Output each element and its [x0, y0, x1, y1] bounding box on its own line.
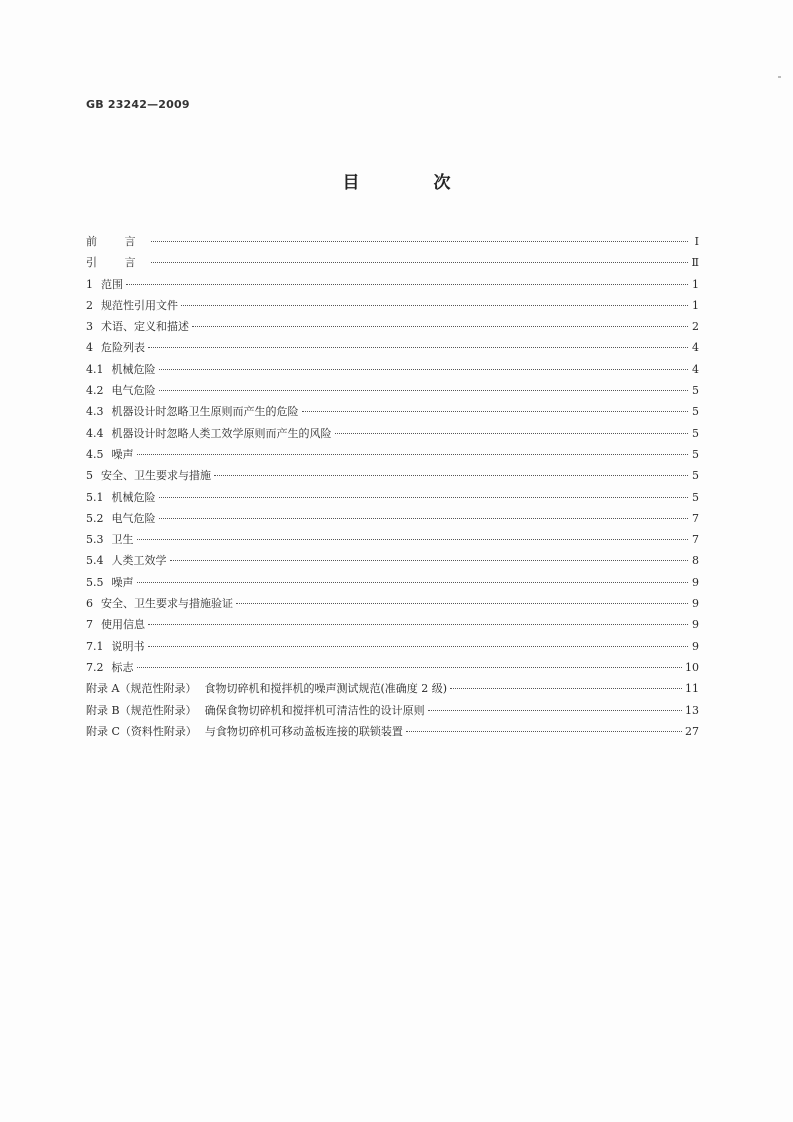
toc-entry-title: 与食物切碎机可移动盖板连接的联锁装置 [204, 724, 403, 738]
toc-dot-leader [137, 582, 689, 583]
toc-dot-leader [151, 241, 689, 242]
toc-entry[interactable] [86, 572, 699, 593]
toc-dot-leader [302, 411, 689, 412]
toc-entry-number: 4.3 [86, 405, 104, 419]
toc-dot-leader [181, 305, 688, 306]
toc-entry-title: 术语、定义和描述 [101, 320, 189, 334]
toc-dot-leader [126, 284, 688, 285]
toc-entry-number: 5.3 [86, 533, 104, 547]
table-of-contents [86, 231, 699, 742]
toc-dot-leader [148, 624, 688, 625]
toc-entry-number: 附录 A（规范性附录） [86, 682, 197, 696]
toc-entry-title: 说明书 [111, 639, 145, 653]
toc-entry-page: 7 [692, 511, 699, 525]
toc-dot-leader [170, 560, 689, 561]
toc-entry-title: 机械危险 [111, 490, 156, 504]
toc-entry-number: 3 [86, 320, 93, 334]
toc-entry-number: 附录 B（规范性附录） [86, 703, 197, 717]
toc-dot-leader [137, 539, 689, 540]
toc-entry-title: 噪声 [111, 447, 134, 461]
toc-entry-page: Ⅱ [691, 256, 699, 270]
toc-entry-page: 5 [692, 426, 699, 440]
toc-entry-number: 5.1 [86, 490, 104, 504]
toc-entry[interactable] [86, 359, 699, 380]
toc-entry[interactable] [86, 295, 699, 316]
toc-entry[interactable] [86, 252, 699, 273]
toc-entry-title: 电气危险 [111, 511, 156, 525]
toc-entry[interactable] [86, 423, 699, 444]
toc-entry-title: 机器设计时忽略卫生原则而产生的危险 [111, 405, 299, 419]
toc-entry-number: 4 [86, 341, 93, 355]
toc-entry-page: 5 [692, 405, 699, 419]
toc-entry-number: 5.2 [86, 511, 104, 525]
toc-entry-title: 人类工效学 [111, 554, 167, 568]
toc-entry-title: 前 言 [86, 235, 148, 248]
toc-entry[interactable] [86, 614, 699, 635]
toc-entry-page: 4 [692, 362, 699, 376]
standard-code: GB 23242—2009 [86, 98, 190, 111]
toc-entry-number: 5.4 [86, 554, 104, 568]
toc-entry-page: 13 [685, 703, 699, 717]
toc-entry-page: Ⅰ [694, 235, 699, 248]
toc-entry-number: 4.2 [86, 384, 104, 398]
toc-dot-leader [450, 688, 682, 689]
toc-entry-title: 安全、卫生要求与措施验证 [101, 597, 233, 611]
toc-entry-page: 7 [692, 533, 699, 547]
toc-entry-page: 5 [692, 490, 699, 504]
toc-dot-leader [137, 667, 683, 668]
toc-entry[interactable] [86, 721, 699, 742]
toc-dot-leader [159, 518, 689, 519]
toc-entry-title: 电气危险 [111, 384, 156, 398]
toc-entry-page: 5 [692, 447, 699, 461]
toc-entry-page: 8 [692, 554, 699, 568]
toc-entry-page: 4 [692, 341, 699, 355]
page-title: 目 次 [342, 173, 485, 193]
toc-entry-number: 7 [86, 618, 93, 632]
toc-dot-leader [137, 454, 689, 455]
toc-entry-number: 7.1 [86, 639, 104, 653]
toc-entry[interactable] [86, 529, 699, 550]
toc-entry-page: 9 [692, 597, 699, 611]
toc-entry-page: 1 [692, 298, 699, 312]
scan-mark [778, 76, 781, 78]
toc-entry-number: 4.4 [86, 426, 104, 440]
toc-entry-number: 5.5 [86, 575, 104, 589]
toc-entry-title: 范围 [101, 277, 123, 291]
toc-entry[interactable] [86, 636, 699, 657]
toc-dot-leader [406, 731, 682, 732]
toc-entry-page: 2 [692, 320, 699, 334]
toc-dot-leader [148, 646, 689, 647]
toc-dot-leader [159, 390, 689, 391]
toc-dot-leader [159, 369, 689, 370]
toc-entry[interactable] [86, 274, 699, 295]
toc-entry[interactable] [86, 487, 699, 508]
toc-entry-page: 11 [685, 682, 699, 696]
toc-entry-title: 食物切碎机和搅拌机的噪声测试规范(准确度 2 级) [204, 682, 448, 696]
toc-entry-title: 危险列表 [101, 341, 145, 355]
toc-dot-leader [214, 475, 688, 476]
toc-entry[interactable] [86, 337, 699, 358]
toc-entry-title: 机械危险 [111, 362, 156, 376]
toc-entry-page: 9 [692, 618, 699, 632]
toc-dot-leader [236, 603, 688, 604]
toc-entry-title: 安全、卫生要求与措施 [101, 469, 211, 483]
toc-entry-title: 确保食物切碎机和搅拌机可清洁性的设计原则 [204, 703, 425, 717]
toc-entry-title: 卫生 [111, 533, 134, 547]
toc-entry-page: 27 [685, 724, 699, 738]
toc-dot-leader [428, 710, 682, 711]
toc-entry[interactable] [86, 231, 699, 252]
toc-entry-title: 标志 [111, 660, 134, 674]
toc-dot-leader [151, 262, 689, 263]
toc-entry-title: 引 言 [86, 256, 148, 270]
toc-dot-leader [159, 497, 689, 498]
toc-entry[interactable] [86, 678, 699, 699]
toc-entry-number: 7.2 [86, 660, 104, 674]
toc-entry[interactable] [86, 657, 699, 678]
toc-entry-title: 噪声 [111, 575, 134, 589]
toc-dot-leader [192, 326, 688, 327]
toc-entry-number: 附录 C（资料性附录） [86, 724, 197, 738]
toc-dot-leader [148, 347, 688, 348]
toc-entry-number: 2 [86, 298, 93, 312]
toc-entry[interactable] [86, 380, 699, 401]
toc-entry-page: 9 [692, 575, 699, 589]
toc-entry[interactable] [86, 465, 699, 486]
toc-entry-title: 机器设计时忽略人类工效学原则而产生的风险 [111, 426, 332, 440]
toc-entry-page: 5 [692, 384, 699, 398]
toc-entry-page: 10 [685, 660, 699, 674]
toc-entry-page: 5 [692, 469, 699, 483]
toc-entry-number: 4.5 [86, 447, 104, 461]
toc-entry-title: 规范性引用文件 [101, 298, 178, 312]
toc-entry[interactable] [86, 444, 699, 465]
toc-entry[interactable] [86, 593, 699, 614]
toc-entry[interactable] [86, 316, 699, 337]
toc-entry-number: 1 [86, 277, 93, 291]
toc-entry-number: 4.1 [86, 362, 104, 376]
toc-entry[interactable] [86, 700, 699, 721]
toc-entry[interactable] [86, 508, 699, 529]
toc-entry[interactable] [86, 401, 699, 422]
toc-entry-title: 使用信息 [101, 618, 145, 632]
toc-dot-leader [335, 433, 689, 434]
toc-entry[interactable] [86, 550, 699, 571]
toc-entry-page: 9 [692, 639, 699, 653]
toc-entry-page: 1 [692, 277, 699, 291]
toc-entry-number: 5 [86, 469, 93, 483]
toc-entry-number: 6 [86, 597, 93, 611]
